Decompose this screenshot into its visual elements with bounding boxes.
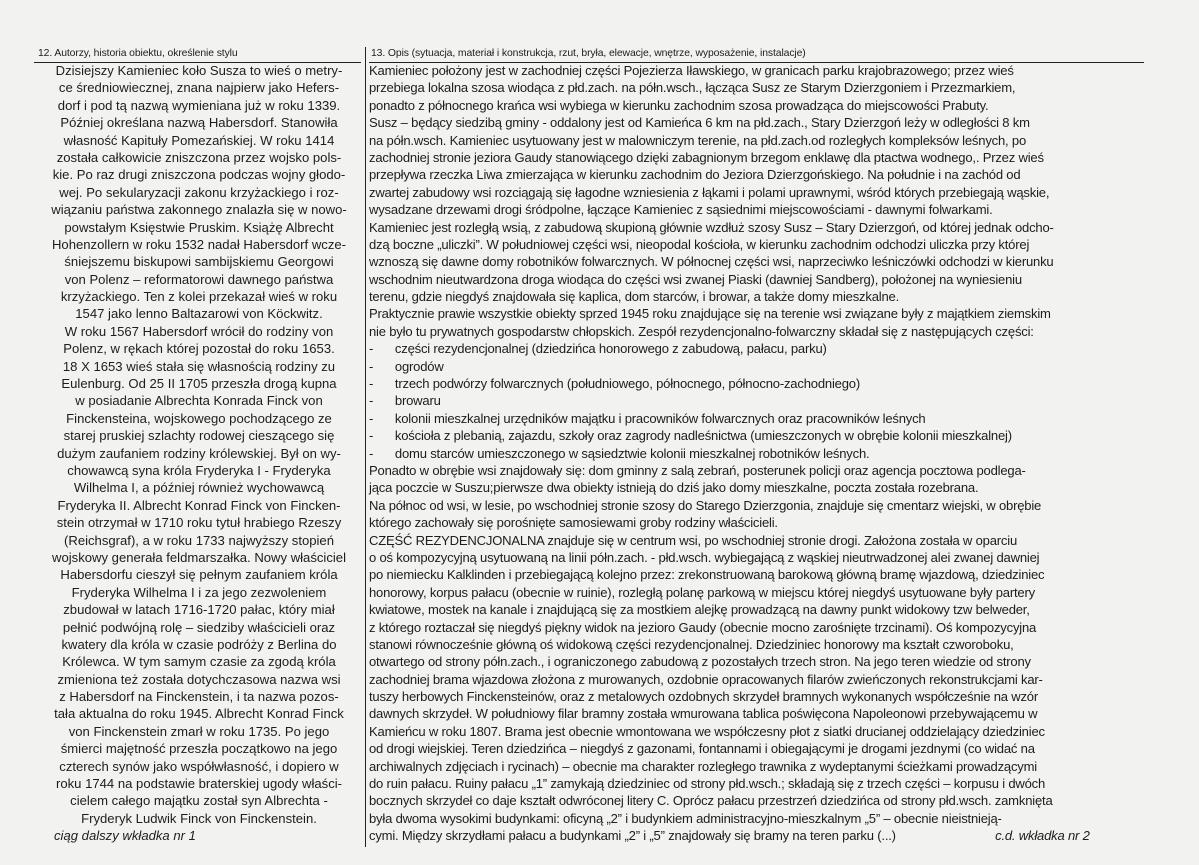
description-line <box>367 810 1143 827</box>
description-line <box>367 740 1143 757</box>
history-line <box>34 566 364 583</box>
line-text: Finckensteina, wojskowego pochodzącego ze <box>66 410 332 426</box>
line-text: w posiadanie Albrechta Konrada Finck von <box>75 393 323 409</box>
line-text: bocznych skrzydeł co daje kształt odwróconej litery C. Oprócz pałacu przestrzeń dziedzińca od strony płd.wsch. zamknięta <box>368 793 1053 809</box>
line-text: Kamieńcu w roku 1807. Brama jest obecnie wmontowana we współczesny płot z siatki drucianej oddzielający dziedziniec <box>368 723 1045 739</box>
description-line <box>367 97 1143 114</box>
description-line <box>367 236 1143 253</box>
line-text: kolonii mieszkalnej urzędników majątku i pracowników folwarcznych oraz pracowników leśnych <box>394 410 926 426</box>
line-text: Ponadto w obrębie wsi znajdowały się: dom gminny z salą zebrań, posterunek policji oraz agencja pocztowa podlega- <box>368 462 1026 478</box>
line-text: była dwoma wysokimi budynkami: oficyną „2” i budynkiem administracyjno-mieszkalnym „5” – obecnie nieistnieją- <box>368 810 1002 826</box>
line-text: części rezydencjonalnej (dziedzińca honorowego z zabudową, pałacu, parku) <box>394 341 827 357</box>
history-line <box>34 497 364 514</box>
history-line <box>34 601 364 618</box>
line-text: Susz – będący siedzibą gminy - oddalony jest od Kamieńca 6 km na płd.zach., Stary Dzierzgoń leży w odległości 8 km <box>368 115 1030 131</box>
list-bullet: - <box>368 428 374 444</box>
line-text: dawnych skrzydeł. W południowy filar bramny została wmurowana tablica poświęcona Napoleonowi przebywającemu w <box>368 706 1038 722</box>
line-text: 18 X 1653 wieś stała się własnością rodziny zu <box>62 358 336 374</box>
list-bullet: - <box>368 358 374 374</box>
history-line <box>34 740 364 757</box>
line-text: tuszy herbowych Finckensteinów, oraz z metalowych ozdobnych skrzydeł bramnych wykonanych współcześnie na wzór <box>368 689 1039 705</box>
history-line <box>34 375 364 392</box>
list-bullet: - <box>368 393 374 409</box>
description-line <box>367 132 1143 149</box>
description-line <box>367 166 1143 183</box>
history-line <box>34 149 364 166</box>
line-text: Hohenzollern w roku 1532 nadał Habersdorf wcze- <box>51 236 347 252</box>
line-text: jąca poczcie w Suszu;pierwsze dwa obiekty istnieją do dziś jako domy mieszkalne, poczta została rozebrana. <box>368 480 979 496</box>
continuation-note: c.d. wkładka nr 2 <box>995 828 1090 844</box>
description-line <box>367 653 1143 670</box>
line-text: honorowy, korpus pałacu (obecnie w ruinie), rozległą polanę parkową w miejscu której niegdyś usytuowane były partery <box>368 584 1035 600</box>
line-text: starej pruskiej szlachty rodowej cieszącego się <box>63 428 335 444</box>
description-line <box>367 497 1143 514</box>
history-line <box>34 792 364 809</box>
line-text: wojskowy generała feldmarszałka. Nowy właściciel <box>52 549 346 565</box>
line-text: Fryderyk Ludwik Finck von Finckenstein. <box>81 810 317 826</box>
line-text: wiązaniu państwa zakonnego znalazła się w nowo- <box>51 202 347 218</box>
line-text: stanowi równocześnie główną oś widokową części rezydencjonalnej. Dziedziniec honorowy ma kształt czworoboku, <box>368 636 1014 652</box>
line-text: wysadzane drzewami drogi śródpolne, łączące Kamieniec z sąsiednimi miejscowościami - dawnymi folwarkami. <box>368 202 993 218</box>
line-text: archiwalnych zdjęciach i rycinach) – obecnie ma charakter rozległego trawnika z wydeptanymi ścieżkami prowadzącymi <box>368 758 1037 774</box>
line-text: krzyżackiego. Ten z kolei przekazał wieś w roku <box>60 289 338 305</box>
description-line <box>367 479 1143 496</box>
history-column <box>34 47 364 865</box>
history-line <box>34 688 364 705</box>
line-text: Habersdorfu cieszył się pełnym zaufaniem króla <box>60 567 338 583</box>
list-bullet: - <box>368 376 374 392</box>
line-text: pełnić podwójną rolę – siedziby właścicieli oraz <box>62 619 336 635</box>
history-line <box>34 340 364 357</box>
line-text: o oś kompozycyjną usytuowaną na linii półn.zach. - płd.wsch. wybiegającą z wąskiej nieutrwadzonej alei zwanej dawniej <box>368 549 1040 565</box>
line-text: ogrodów <box>394 358 444 374</box>
history-line <box>34 479 364 496</box>
description-column <box>367 47 1145 865</box>
line-text: z Habersdorf na Finckenstein, i ta nazwa pozos- <box>59 689 339 705</box>
description-header: 13. Opis (sytuacja, materiał i konstrukcja, rzut, bryła, elewacje, wnętrze, wyposażenie, instalacje) <box>371 48 806 59</box>
line-text: śmierci majętność przeszła początkowo na jego <box>60 741 338 757</box>
history-line <box>34 97 364 114</box>
description-line <box>367 671 1143 688</box>
line-text: ponadto z północnego krańca wsi wybiega w kierunku zachodnim szosa prowadząca do miejscowości Prabuty. <box>368 97 989 113</box>
line-text: tała aktualna do roku 1945. Albrecht Konrad Finck <box>54 706 344 722</box>
line-text: wznoszą się dawne domy robotników folwarcznych. W północnej części wsi, naprzeciwko leśniczówki odchodzi w kierunku <box>368 254 1054 270</box>
history-text <box>34 62 364 845</box>
history-line <box>34 653 364 670</box>
line-text: von Polenz – reformatorowi dawnego państwa <box>64 271 334 287</box>
line-text: Kamieniec jest rozległą wsią, z zabudową skupioną głównie wzdłuż szosy Susz – Stary Dzierzgoń, od której jednak odcho- <box>368 219 1054 235</box>
history-line <box>34 392 364 409</box>
line-text: wej. Po sekularyzacji zakonu krzyżackiego i roz- <box>59 184 339 200</box>
history-line <box>34 427 364 444</box>
column-divider <box>365 47 366 847</box>
line-text: roku 1744 na podstawie braterskiej ugody właści- <box>55 776 343 792</box>
line-text: CZĘŚĆ REZYDENCJONALNA znajduje się w centrum wsi, po wschodniej stronie drogi. Założona została w oparciu <box>368 532 1018 548</box>
history-line <box>34 619 364 636</box>
line-text: Fryderyka II. Albrecht Konrad Finck von Fincken- <box>57 497 341 513</box>
list-item <box>367 427 1169 444</box>
list-bullet: - <box>368 341 374 357</box>
line-text: Wilhelma I, a później również wychowawcą <box>73 480 325 496</box>
line-text: kie. Po raz drugi zniszczona podczas wojny głodo- <box>52 167 346 183</box>
description-line <box>367 288 1143 305</box>
history-line <box>34 358 364 375</box>
line-text: kwiatowe, mostek na kanale i znajdującą się za mostkiem alejkę prowadzącą na dawny punkt widokowy tzw belweder, <box>368 602 1030 618</box>
description-line <box>367 532 1143 549</box>
line-text: po niemiecku Kalklinden i przebiegającą kolejno przez: zrekonstruowaną barokową główną bramę wjazdową, dziedziniec <box>368 567 1045 583</box>
history-line <box>34 253 364 270</box>
description-line <box>367 827 1143 844</box>
description-line <box>367 636 1143 653</box>
line-text: cymi. Między skrzydłami pałacu a budynkami „2” i „5” znajdowały się bramy na teren parku (...) <box>368 828 896 844</box>
list-item <box>367 358 1169 375</box>
line-text: Polenz, w rękach której pozostał do roku 1653. <box>63 341 335 357</box>
history-line <box>34 114 364 131</box>
line-text: terenu, gdzie niegdyś znajdowała się kaplica, dom starców, i browar, a także domy mieszkalne. <box>368 289 900 305</box>
list-bullet: - <box>368 410 374 426</box>
line-text: browaru <box>394 393 441 409</box>
description-line <box>367 601 1143 618</box>
history-line <box>34 462 364 479</box>
line-text: przepływa rzeczka Liwa zmierzająca w kierunku zachodnim do Jeziora Dzierzgońskiego. Na południe i na zachód od <box>368 167 1021 183</box>
list-bullet: - <box>368 445 374 461</box>
line-text: czterech synów jako współwłasność, i dopiero w <box>59 758 339 774</box>
history-line <box>34 323 364 340</box>
description-line <box>367 219 1143 236</box>
line-text: którego zachowały się porośnięte samosiewami groby rodziny właścicieli. <box>368 515 778 531</box>
description-line <box>367 792 1143 809</box>
line-text: stein otrzymał w 1710 roku tytuł hrabiego Rzeszy <box>56 515 342 531</box>
history-line <box>34 775 364 792</box>
description-line <box>367 688 1143 705</box>
description-line <box>367 184 1143 201</box>
history-line <box>34 236 364 253</box>
description-line <box>367 619 1143 636</box>
line-text: Królewca. W tym samym czasie za zgodą króla <box>62 654 336 670</box>
line-text: nie było tu prywatnych gospodarstw chłopskich. Zespół rezydencjonalno-folwarczny składał się z następujących części: <box>368 323 1034 339</box>
line-text: ce średniowiecznej, znana najpierw jako Hefers- <box>58 80 340 96</box>
description-line <box>367 549 1143 566</box>
line-text: Dzisiejszy Kamieniec koło Susza to wieś o metry- <box>55 63 343 78</box>
history-line <box>34 62 364 79</box>
description-line <box>367 705 1143 722</box>
list-item <box>367 375 1169 392</box>
history-line <box>34 827 384 844</box>
line-text: W roku 1567 Habersdorf wrócił do rodziny von <box>64 323 334 339</box>
description-line <box>367 323 1143 340</box>
history-line <box>34 271 364 288</box>
line-text: do ruin pałacu. Ruiny pałacu „1” zamykają dziedziniec od strony płd.wsch.; składają się z trzech części – korpusu i dwóch <box>368 776 1046 792</box>
history-line <box>34 410 364 427</box>
line-text: cielem całego majątku został syn Albrechta - <box>70 793 328 809</box>
description-text <box>367 62 1145 845</box>
description-line <box>367 62 1143 79</box>
line-text: zmieniona też została dotychczasowa nazwa wsi <box>57 671 341 687</box>
history-line <box>34 219 364 236</box>
history-line <box>34 549 364 566</box>
line-text: zachodniej brama wjazdowa złożona z murowanych, ozdobnie opracowanych filarów zwieńczonych rekonstrukcjami kar- <box>368 671 1043 687</box>
line-text: domu starców umieszczonego w sąsiedztwie kolonii mieszkalnej robotników leśnych. <box>394 445 870 461</box>
line-text: została całkowicie zniszczona przez wojsko pols- <box>56 149 342 165</box>
description-line <box>367 462 1143 479</box>
line-text: dorf i pod tą nazwą wymieniana już w roku 1339. <box>57 97 341 113</box>
line-text: wschodnim nieutwardzona droga wiodąca do części wsi zwanej Piaski (dawniej Sandberg), położonej na wyniesieniu <box>368 271 1022 287</box>
description-line <box>367 305 1143 322</box>
line-text: Praktycznie prawie wszystkie obiekty sprzed 1945 roku znajdujące się na terenie wsi związane były z majątkiem ziemskim <box>368 306 1051 322</box>
description-line <box>367 514 1143 531</box>
line-text: Na północ od wsi, w lesie, po wschodniej stronie szosy do Starego Dzierzgonia, znajduje się cmentarz wiejski, w obrębie <box>368 497 1042 513</box>
line-text: na półn.wsch. Kamieniec usytuowany jest w malowniczym terenie, na płd.zach.od rozległych kompleksów leśnych, po <box>368 132 1027 148</box>
description-line <box>367 758 1143 775</box>
line-text: (Reichsgraf), a w roku 1733 najwyższy stopień <box>64 532 334 548</box>
history-line <box>34 184 364 201</box>
line-text: 1547 jako lenno Baltazarowi von Köckwitz. <box>75 306 323 322</box>
history-line <box>34 723 364 740</box>
description-line <box>367 114 1143 131</box>
history-line <box>34 810 364 827</box>
description-line <box>367 566 1143 583</box>
history-line <box>34 532 364 549</box>
line-text: z którego roztaczał się niegdyś piękny widok na jezioro Gaudy (obecnie mocno zarośnięte trzcinami). Oś kompozycyjna <box>368 619 1037 635</box>
description-line <box>367 723 1143 740</box>
line-text: przebiega lokalna szosa wiodąca z płd.zach. na półn.wsch., łącząca Susz ze Starym Dzierzgoniem i Przezmarkiem, <box>368 80 1016 96</box>
history-line <box>34 201 364 218</box>
history-line <box>34 288 364 305</box>
line-text: zbudował w latach 1716-1720 pałac, który miał <box>63 602 335 618</box>
line-text: ciąg dalszy wkładka nr 1 <box>54 828 196 844</box>
description-line <box>367 149 1143 166</box>
description-line <box>367 79 1143 96</box>
list-item <box>367 340 1169 357</box>
description-line <box>367 253 1143 270</box>
line-text: Eulenburg. Od 25 II 1705 przeszła drogą kupna <box>61 376 337 392</box>
line-text: od drogi wiejskiej. Teren dziedzińca – niegdyś z gazonami, fontannami i obiegającymi je drogami jezdnymi (co widać na <box>368 741 1035 757</box>
list-item <box>367 445 1169 462</box>
list-item <box>367 410 1169 427</box>
line-text: otwartego od strony półn.zach., i ograniczonego zabudową z pozostałych trzech stron. Na jego teren wiedzie od strony <box>368 654 1031 670</box>
line-text: trzech podwórzy folwarcznych (południowego, północnego, północno-zachodniego) <box>394 376 860 392</box>
history-line <box>34 305 364 322</box>
line-text: dużym zaufaniem rodziny królewskiej. Był on wy- <box>57 445 341 461</box>
line-text: Fryderyka Wilhelma I i za jego zezwoleniem <box>71 584 327 600</box>
line-text: dzą boczne „uliczki”. W południowej części wsi, nieopodal kościoła, w kierunku zachodnim odchodzi uliczka przy której <box>368 236 1030 252</box>
history-line <box>34 636 364 653</box>
history-line <box>34 514 364 531</box>
history-header: 12. Autorzy, historia obiektu, określenie stylu <box>38 48 238 59</box>
history-line <box>34 758 364 775</box>
line-text: śniejszemu biskupowi sambijskiemu Georgowi <box>64 254 334 270</box>
line-text: zachodniej stronie jeziora Gaudy stanowiącego dzięki zabagnionym brzegom enklawę dla ptactwa wodnego,. Przez wieś <box>368 149 1044 165</box>
history-line <box>34 132 364 149</box>
description-line <box>367 584 1143 601</box>
line-text: własność Kapituły Pomezańskiej. W roku 1414 <box>63 132 335 148</box>
line-text: Kamieniec położony jest w zachodniej części Pojezierza Iławskiego, w granicach parku krajobrazowego; przez wieś <box>368 63 1014 78</box>
description-line <box>367 775 1143 792</box>
line-text: chowawcą syna króla Fryderyka I - Fryderyka <box>67 462 331 478</box>
description-line <box>367 201 1143 218</box>
history-line <box>34 671 364 688</box>
history-line <box>34 584 364 601</box>
history-line <box>34 705 364 722</box>
list-item <box>367 392 1169 409</box>
line-text: Później określana nazwą Habersdorf. Stanowiła <box>60 115 338 131</box>
history-line <box>34 166 364 183</box>
line-text: zwartej zabudowy wsi rozciągają się łagodne wzniesienia z łąkami i polami uprawnymi, wśród których przebiegają wąskie, <box>368 184 1050 200</box>
history-line <box>34 445 364 462</box>
line-text: kwatery dla króla w czasie podróży z Berlina do <box>61 636 337 652</box>
line-text: von Finckenstein zmarł w roku 1735. Po jego <box>68 723 330 739</box>
description-line <box>367 271 1143 288</box>
line-text: kościoła z plebanią, zajazdu, szkoły oraz zagrody nadleśnictwa (umieszczonych w obrębie kolonii mieszkalnej) <box>394 428 1012 444</box>
line-text: powstałym Księstwie Pruskim. Książę Albrecht <box>64 219 334 235</box>
history-line <box>34 79 364 96</box>
